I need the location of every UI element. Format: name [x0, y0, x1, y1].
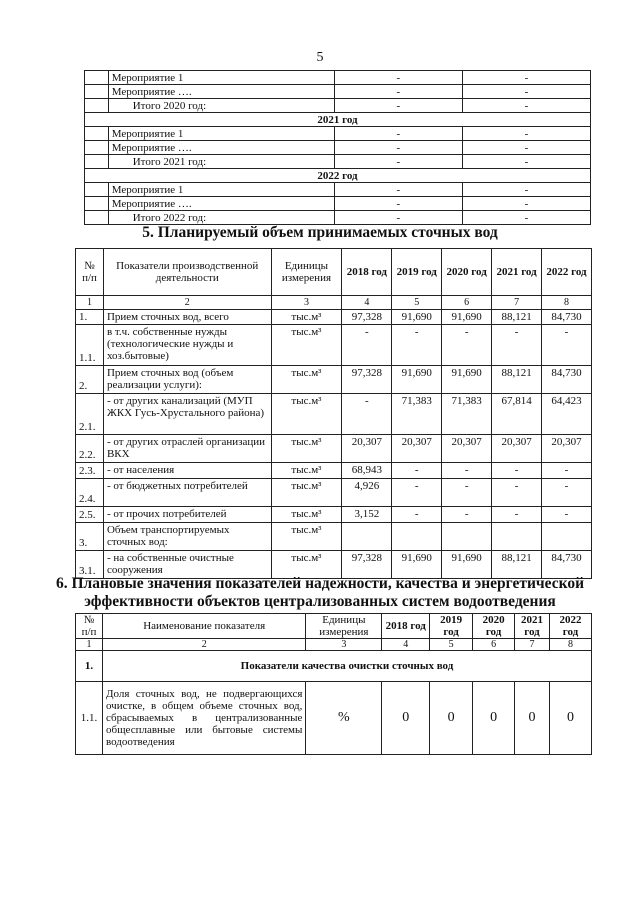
row-unit: тыс.м³ [271, 523, 342, 551]
value-cell: - [334, 141, 462, 155]
header-year: 2020 год [473, 614, 515, 639]
row-value: 20,307 [392, 435, 442, 463]
header-year: 2019 год [392, 249, 442, 296]
row-value: - [542, 463, 592, 479]
row-unit: тыс.м³ [271, 463, 342, 479]
header-year: 2021 год [492, 249, 542, 296]
column-number: 5 [430, 639, 473, 651]
group-label: Показатели качества очистки сточных вод [102, 651, 591, 682]
section6-table [75, 613, 592, 755]
header-year: 2022 год [542, 249, 592, 296]
column-number: 7 [515, 639, 550, 651]
empty-cell [85, 197, 109, 211]
value-cell: - [334, 71, 462, 85]
column-number: 8 [550, 639, 592, 651]
header-row [76, 249, 592, 296]
table-row [76, 325, 592, 366]
row-value: 0 [430, 682, 473, 755]
measure-label: Мероприятие 1 [108, 71, 334, 85]
table-row [76, 523, 592, 551]
value-cell: - [334, 183, 462, 197]
row-label: Объем транспортируемых сточных вод: [103, 523, 271, 551]
row-value: - [542, 507, 592, 523]
column-number: 5 [392, 296, 442, 310]
column-number-row [76, 639, 592, 651]
row-label: - на собственные очистные сооружения [103, 551, 271, 579]
row-value: - [392, 325, 442, 366]
row-unit: тыс.м³ [271, 325, 342, 366]
value-cell: - [462, 197, 590, 211]
row-label: Прием сточных вод, всего [103, 310, 271, 325]
row-value: 91,690 [442, 551, 492, 579]
row-label: Доля сточных вод, не подвергающихся очистке, в общем объеме сточных вод, сбрасываемых в централизованные общесплавные или бытовые системы водоотведения [102, 682, 305, 755]
row-value: 4,926 [342, 479, 392, 507]
header-year: 2022 год [550, 614, 592, 639]
table-row [76, 366, 592, 394]
measure-label: Мероприятие …. [108, 141, 334, 155]
row-value: 97,328 [342, 366, 392, 394]
row-value: - [492, 463, 542, 479]
measure-label: Мероприятие 1 [108, 183, 334, 197]
header-indicator: Наименование показателя [102, 614, 305, 639]
value-cell: - [462, 141, 590, 155]
section5-title: 5. Планируемый объем принимаемых сточных вод [142, 224, 498, 241]
row-value: - [342, 325, 392, 366]
column-number: 2 [102, 639, 305, 651]
section6-title-line1: 6. Плановые значения показателей надежности, качества и энергетической [55, 575, 585, 592]
row-number: 2. [76, 366, 104, 394]
value-cell: - [462, 85, 590, 99]
row-value [392, 523, 442, 551]
section6-title [0, 575, 640, 611]
row-value: - [492, 507, 542, 523]
empty-cell [85, 71, 109, 85]
row-number: 3. [76, 523, 104, 551]
table-row [76, 507, 592, 523]
value-cell: - [334, 211, 462, 225]
row-number: 3.1. [76, 551, 104, 579]
row-value [442, 523, 492, 551]
top-table-row [85, 141, 591, 155]
row-unit: % [306, 682, 382, 755]
top-table-row [85, 113, 591, 127]
row-value: 0 [382, 682, 430, 755]
row-unit: тыс.м³ [271, 551, 342, 579]
row-value: 91,690 [442, 366, 492, 394]
empty-cell [85, 99, 109, 113]
column-number: 8 [542, 296, 592, 310]
group-row [76, 651, 592, 682]
value-cell: - [462, 211, 590, 225]
row-value: 97,328 [342, 551, 392, 579]
total-label: Итого 2020 год: [108, 99, 334, 113]
row-unit: тыс.м³ [271, 310, 342, 325]
empty-cell [85, 155, 109, 169]
row-value: 84,730 [542, 366, 592, 394]
measure-label: Мероприятие …. [108, 197, 334, 211]
column-number: 7 [492, 296, 542, 310]
value-cell: - [334, 85, 462, 99]
table-row [76, 479, 592, 507]
top-table-row [85, 99, 591, 113]
column-number: 3 [271, 296, 342, 310]
row-value: - [442, 479, 492, 507]
top-table-row [85, 211, 591, 225]
row-number: 2.5. [76, 507, 104, 523]
value-cell: - [462, 71, 590, 85]
row-value: 0 [473, 682, 515, 755]
empty-cell [85, 141, 109, 155]
row-value: - [492, 325, 542, 366]
top-table-row [85, 197, 591, 211]
empty-cell [85, 211, 109, 225]
row-value: 97,328 [342, 310, 392, 325]
row-number: 2.4. [76, 479, 104, 507]
row-value: - [442, 507, 492, 523]
table-row [76, 310, 592, 325]
row-value: 84,730 [542, 551, 592, 579]
row-value: - [392, 479, 442, 507]
row-value: 88,121 [492, 551, 542, 579]
row-label: в т.ч. собственные нужды (технологические нужды и хоз.бытовые) [103, 325, 271, 366]
row-value: 3,152 [342, 507, 392, 523]
group-number: 1. [76, 651, 103, 682]
row-value: - [342, 394, 392, 435]
row-unit: тыс.м³ [271, 507, 342, 523]
row-value [342, 523, 392, 551]
row-value: 0 [550, 682, 592, 755]
row-value: 91,690 [442, 310, 492, 325]
column-number: 3 [306, 639, 382, 651]
value-cell: - [334, 127, 462, 141]
row-number: 2.3. [76, 463, 104, 479]
header-unit: Единицы измерения [306, 614, 382, 639]
measure-label: Мероприятие 1 [108, 127, 334, 141]
row-value: 20,307 [342, 435, 392, 463]
row-number: 2.2. [76, 435, 104, 463]
top-table [84, 70, 591, 225]
header-num: № п/п [76, 614, 103, 639]
column-number: 2 [103, 296, 271, 310]
row-value: - [392, 507, 442, 523]
row-label: - от прочих потребителей [103, 507, 271, 523]
header-year: 2021 год [515, 614, 550, 639]
row-value: 71,383 [392, 394, 442, 435]
table-row [76, 463, 592, 479]
top-table-row [85, 155, 591, 169]
row-label: - от населения [103, 463, 271, 479]
header-year: 2018 год [382, 614, 430, 639]
row-value [492, 523, 542, 551]
top-table-row [85, 183, 591, 197]
top-table-row [85, 169, 591, 183]
column-number: 1 [76, 296, 104, 310]
column-number: 6 [442, 296, 492, 310]
row-label: - от других канализаций (МУП ЖКХ Гусь-Хрустального района) [103, 394, 271, 435]
top-table-row [85, 85, 591, 99]
row-value: - [542, 479, 592, 507]
column-number: 4 [382, 639, 430, 651]
header-unit: Единицы измерения [271, 249, 342, 296]
value-cell: - [462, 99, 590, 113]
row-value: 20,307 [442, 435, 492, 463]
year-heading: 2022 год [85, 169, 591, 183]
top-table-row [85, 71, 591, 85]
row-value: 91,690 [392, 310, 442, 325]
section5-table [75, 248, 592, 579]
row-value: - [442, 463, 492, 479]
header-row [76, 614, 592, 639]
column-number-row [76, 296, 592, 310]
total-label: Итого 2022 год: [108, 211, 334, 225]
value-cell: - [462, 127, 590, 141]
empty-cell [85, 127, 109, 141]
row-value: 84,730 [542, 310, 592, 325]
row-value: 64,423 [542, 394, 592, 435]
row-value: - [392, 463, 442, 479]
header-year: 2019 год [430, 614, 473, 639]
table-row [76, 394, 592, 435]
row-value: 88,121 [492, 310, 542, 325]
row-value: - [492, 479, 542, 507]
row-value: 0 [515, 682, 550, 755]
total-label: Итого 2021 год: [108, 155, 334, 169]
empty-cell [85, 183, 109, 197]
row-value: 88,121 [492, 366, 542, 394]
row-unit: тыс.м³ [271, 479, 342, 507]
value-cell: - [462, 155, 590, 169]
column-number: 1 [76, 639, 103, 651]
row-value: 68,943 [342, 463, 392, 479]
value-cell: - [462, 183, 590, 197]
column-number: 4 [342, 296, 392, 310]
row-value: 20,307 [492, 435, 542, 463]
value-cell: - [334, 155, 462, 169]
row-number: 1.1. [76, 325, 104, 366]
measure-label: Мероприятие …. [108, 85, 334, 99]
row-label: - от бюджетных потребителей [103, 479, 271, 507]
row-unit: тыс.м³ [271, 394, 342, 435]
row-value: 20,307 [542, 435, 592, 463]
header-year: 2018 год [342, 249, 392, 296]
row-value [542, 523, 592, 551]
row-unit: тыс.м³ [271, 435, 342, 463]
row-value: 71,383 [442, 394, 492, 435]
top-table-row [85, 127, 591, 141]
table-row [76, 682, 592, 755]
header-indicator: Показатели производственной деятельности [103, 249, 271, 296]
row-number: 1. [76, 310, 104, 325]
column-number: 6 [473, 639, 515, 651]
empty-cell [85, 85, 109, 99]
page-number: 5 [316, 50, 324, 65]
row-label: Прием сточных вод (объем реализации услуги): [103, 366, 271, 394]
row-label: - от других отраслей организации ВКХ [103, 435, 271, 463]
row-value: 67,814 [492, 394, 542, 435]
value-cell: - [334, 197, 462, 211]
row-value: 91,690 [392, 366, 442, 394]
row-number: 1.1. [76, 682, 103, 755]
row-value: 91,690 [392, 551, 442, 579]
section6-title-line2: эффективности объектов централизованных систем водоотведения [84, 593, 556, 610]
table-row [76, 435, 592, 463]
year-heading: 2021 год [85, 113, 591, 127]
row-number: 2.1. [76, 394, 104, 435]
value-cell: - [334, 99, 462, 113]
header-year: 2020 год [442, 249, 492, 296]
row-value: - [542, 325, 592, 366]
header-num: № п/п [76, 249, 104, 296]
row-value: - [442, 325, 492, 366]
row-unit: тыс.м³ [271, 366, 342, 394]
